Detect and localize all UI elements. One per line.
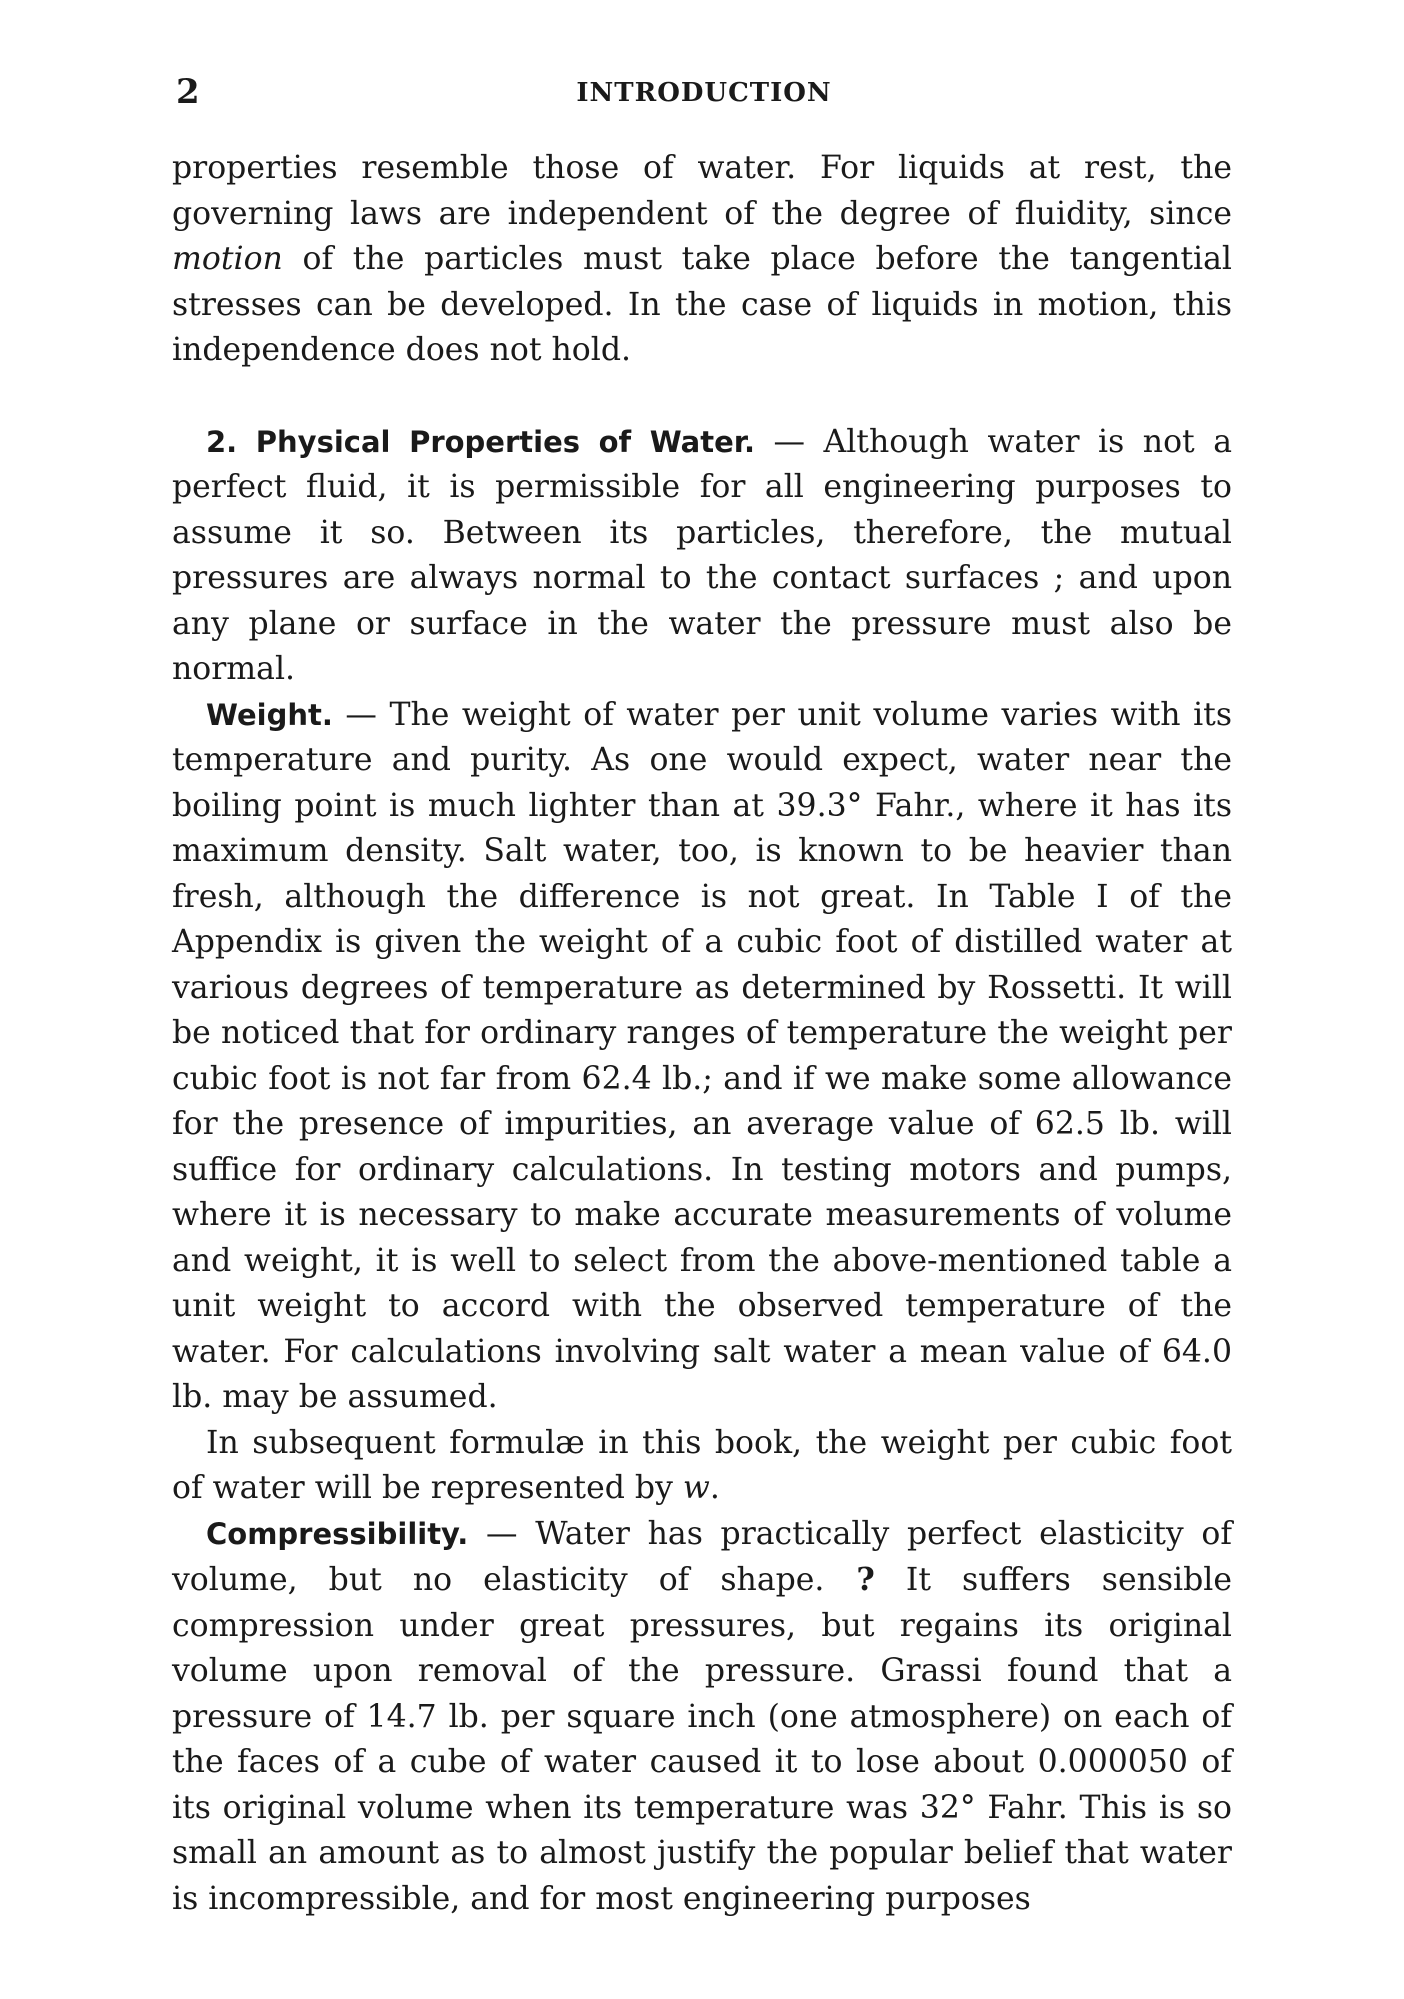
page-header	[176, 72, 1232, 112]
symbol-w: w	[682, 1470, 710, 1506]
body-text	[172, 146, 1232, 1922]
paragraph-physical-properties: 2. Physical Properties of Water. — Although water is not a perfect fluid, it is permissible for all engineering purposes to assume it so. Between its particles, therefore, the mutual pressures are always normal to the contact surfaces ; and upon any plane or surface in the water the pressure must also be normal.	[172, 423, 1232, 687]
subheading-weight: Weight.	[206, 697, 333, 732]
running-head: INTRODUCTION	[576, 78, 832, 108]
paragraph-symbol-w: In subsequent formulæ in this book, the weight per cubic foot of water will be represented by w.	[172, 1424, 1232, 1506]
subheading-compressibility: Compressibility.	[206, 1516, 469, 1551]
paragraph-weight: Weight. — The weight of water per unit volume varies with its temperature and purity. As one would expect, water near the boiling point is much lighter than at 39.3° Fahr., where it has its maximum density. Salt water, too, is known to be heavier than fresh, although the difference is not great. In Table I of the Appendix is given the weight of a cubic foot of distilled water at various degrees of temperature as determined by Rossetti. It will be noticed that for ordinary ranges of temperature the weight per cubic foot is not far from 62.4 lb.; and if we make some allowance for the presence of impurities, an average value of 62.5 lb. will suffice for ordinary calculations. In testing motors and pumps, where it is necessary to make accurate measurements of volume and weight, it is well to select from the above-mentioned table a unit weight to accord with the observed temperature of the water. For calculations involving salt water a mean value of 64.0 lb. may be assumed.	[172, 696, 1232, 1415]
page-number: 2	[176, 72, 200, 112]
handwritten-mark: ?	[824, 1561, 875, 1598]
section-heading: 2. Physical Properties of Water.	[206, 424, 755, 459]
emphasis-motion: motion	[172, 241, 283, 277]
paragraph-fluidity: properties resemble those of water. For liquids at rest, the governing laws are independent of the degree of fluidity, since motion of the particles must take place before the tangential stresses can be developed. In the case of liquids in motion, this independence does not hold.	[172, 150, 1232, 368]
paragraph-compressibility: Compressibility. — Water has practically perfect elasticity of volume, but no elasticity of shape. ? It suffers sensible compression under great pressures, but regains its original volume upon removal of the pressure. Grassi found that a pressure of 14.7 lb. per square inch (one atmosphere) on each of the faces of a cube of water caused it to lose about 0.000050 of its original volume when its temperature was 32° Fahr. This is so small an amount as to almost justify the popular belief that water is incompressible, and for most engineering purposes	[172, 1515, 1232, 1917]
